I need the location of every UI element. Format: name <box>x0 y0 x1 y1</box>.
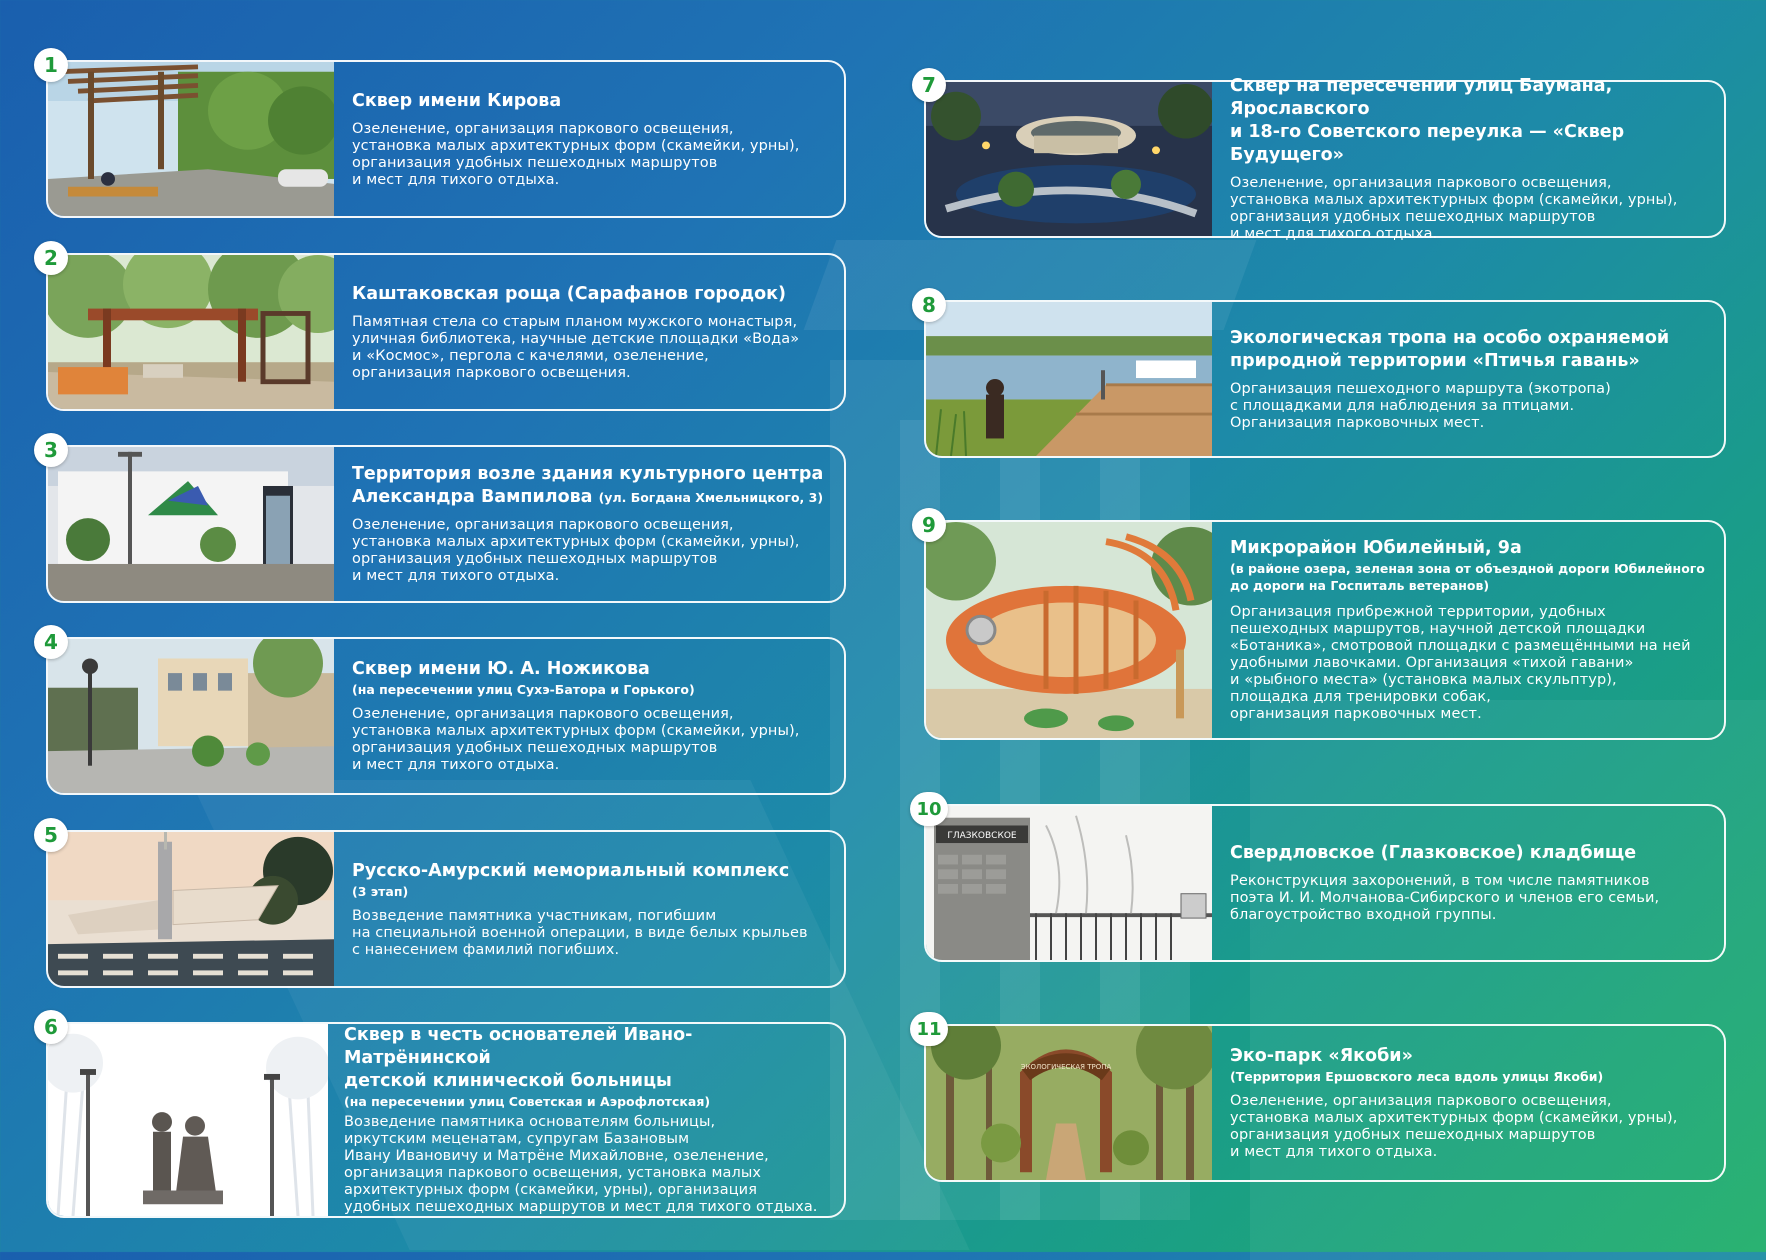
project-desc-4: Озеленение, организация паркового освещения, установка малых архитектурных форм (скамейки, урны), организация удобных пешеходных маршрутов и мест для тихого отдыха. <box>352 706 800 773</box>
project-title-8: Экологическая тропа на особо охраняемой природной территории «Птичья гавань» <box>1230 327 1670 371</box>
project-title-1: Сквер имени Кирова <box>352 90 562 111</box>
project-desc-3: Озеленение, организация паркового освещения, установка малых архитектурных форм (скамейки, урны), организация удобных пешеходных маршрутов и мест для тихого отдыха. <box>352 517 800 584</box>
project-desc-1: Озеленение, организация паркового освещения, установка малых архитектурных форм (скамейки, урны), организация удобных пешеходных маршрутов и мест для тихого отдыха. <box>352 120 800 188</box>
project-text-8 <box>1230 302 1714 456</box>
project-card-10 <box>916 798 1726 962</box>
project-card-4 <box>44 630 846 795</box>
project-photo-3 <box>48 447 334 601</box>
project-desc-10: Реконструкция захоронений, в том числе памятников поэта И. И. Молчанова-Сибирского и членов его семьи, благоустройство входной группы. <box>1230 873 1660 923</box>
project-number-7: 7 <box>912 68 946 102</box>
project-photo-6 <box>48 1024 328 1216</box>
project-title-4: Сквер имени Ю. А. Ножикова <box>352 659 650 679</box>
project-photo-1 <box>48 62 334 216</box>
project-title-3-line1: Территория возле здания культурного центра <box>352 464 824 484</box>
project-number-6: 6 <box>34 1010 68 1044</box>
project-title-10: Свердловское (Глазковское) кладбище <box>1230 843 1637 863</box>
project-subtitle-9: (в районе озера, зеленая зона от объездной дороги Юбилейного до дороги на Госпиталь ветеранов) <box>1230 561 1705 593</box>
project-text-7 <box>1230 76 1714 242</box>
project-title-3-main: Александра Вампилова <box>352 487 593 507</box>
project-desc-5: Возведение памятника участникам, погибшим на специальной военной операции, в виде белых крыльев с нанесением фамилий погибших. <box>352 907 808 958</box>
project-photo-5 <box>48 832 334 986</box>
project-text-10 <box>1230 806 1714 960</box>
project-desc-2: Памятная стела со старым планом мужского монастыря, уличная библиотека, научные детские площадки «Вода» и «Космос», пергола с качелями, озеленение, организация паркового освещения. <box>352 313 800 381</box>
project-number-4: 4 <box>34 625 68 659</box>
project-photo-4 <box>48 639 334 793</box>
project-title-3-line2 <box>352 486 834 509</box>
project-text-4 <box>352 639 834 793</box>
project-desc-6: Возведение памятника основателям больницы, иркутским меценатам, супругам Базановым Ивану Ивановичу и Матрёне Михайловне, озеленение, организация паркового освещения, установка малых архитектурных форм (скамейки, урны), организация удобных пешеходных маршрутов и мест для тихого отдыха. <box>344 1114 818 1215</box>
project-number-5: 5 <box>34 818 68 852</box>
project-desc-11: Озеленение, организация паркового освещения, установка малых архитектурных форм (скамейки, урны), организация удобных пешеходных маршрутов и мест для тихого отдыха. <box>1230 1093 1678 1160</box>
project-subtitle-4: (на пересечении улиц Сухэ-Батора и Горького) <box>352 682 695 697</box>
project-subtitle-3: (ул. Богдана Хмельницкого, 3) <box>598 490 824 505</box>
project-desc-7: Озеленение, организация паркового освещения, установка малых архитектурных форм (скамейки, урны), организация удобных пешеходных маршрутов и мест для тихого отдыха. <box>1230 175 1678 242</box>
project-title-2: Каштаковская роща (Сарафанов городок) <box>352 283 786 304</box>
project-number-3: 3 <box>34 433 68 467</box>
project-card-5 <box>44 823 846 988</box>
project-photo-2 <box>48 255 334 409</box>
project-text-3 <box>352 447 834 601</box>
project-desc-8: Организация пешеходного маршрута (экотропа) с площадками для наблюдения за птицами. Организация парковочных мест. <box>1230 380 1611 431</box>
project-title-6: Сквер в честь основателей Ивано-Матрёнинской детской клинической больницы <box>344 1025 693 1091</box>
project-text-11 <box>1230 1026 1714 1180</box>
project-number-9: 9 <box>912 508 946 542</box>
project-card-1 <box>44 53 846 218</box>
project-desc-9: Организация прибрежной территории, удобных пешеходных маршрутов, научной детской площадки «Ботаника», смотровой площадки с размещёнными на ней удобными лавочками. Организация «тихой гавани» и «рыбного места» (установка малых скульптур), площадка для тренировки собак, организация парковочных мест. <box>1230 604 1691 722</box>
project-subtitle-11: (Территория Ершовского леса вдоль улицы Якоби) <box>1230 1069 1604 1084</box>
project-photo-9 <box>926 522 1212 738</box>
project-photo-7 <box>926 82 1212 236</box>
project-title-11: Эко-парк «Якоби» <box>1230 1046 1413 1066</box>
project-card-2 <box>44 246 846 411</box>
project-card-3 <box>44 438 846 603</box>
project-text-6 <box>344 1024 834 1216</box>
project-title-5: Русско-Амурский мемориальный комплекс <box>352 860 790 881</box>
project-number-11: 11 <box>910 1012 948 1046</box>
project-card-9 <box>922 513 1726 740</box>
project-title-7: Сквер на пересечении улиц Баумана, Ярославского и 18-го Советского переулка — «Сквер Будущего» <box>1230 76 1625 165</box>
project-card-8 <box>922 293 1726 458</box>
project-subtitle-6: (на пересечении улиц Советская и Аэрофлотская) <box>344 1094 711 1109</box>
project-text-2 <box>352 255 834 409</box>
project-number-1: 1 <box>34 48 68 82</box>
project-text-1 <box>352 62 834 216</box>
project-photo-8 <box>926 302 1212 456</box>
project-photo-11 <box>926 1026 1212 1180</box>
project-photo-10 <box>926 806 1212 960</box>
project-text-5 <box>352 832 834 986</box>
project-text-9 <box>1230 522 1714 738</box>
cemetery-sign: ГЛАЗКОВСКОЕ <box>947 831 1017 842</box>
eco-trail-sign: ЭКОЛОГИЧЕСКАЯ ТРОПА <box>1020 1062 1112 1071</box>
project-number-10: 10 <box>910 792 948 826</box>
project-title-9: Микрорайон Юбилейный, 9а <box>1230 538 1522 558</box>
project-number-2: 2 <box>34 241 68 275</box>
project-card-7 <box>922 73 1726 242</box>
project-subtitle-5: (3 этап) <box>352 883 409 899</box>
project-card-11 <box>916 1018 1726 1182</box>
project-card-6 <box>44 1015 846 1218</box>
project-number-8: 8 <box>912 288 946 322</box>
